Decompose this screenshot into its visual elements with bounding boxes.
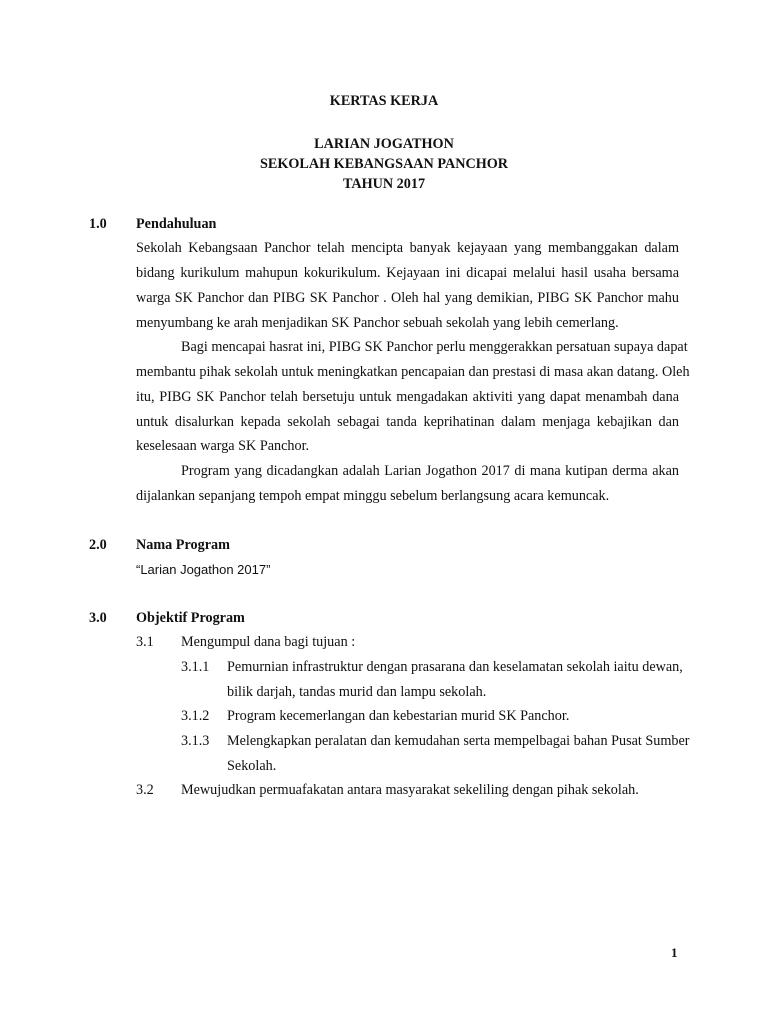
- intro-p1-line-3: warga SK Panchor dan PIBG SK Panchor . Oleh hal yang demikian, PIBG SK Panchor mahu: [136, 290, 679, 306]
- intro-p2-line-1: Bagi mencapai hasrat ini, PIBG SK Panchor perlu menggerakkan persatuan supaya dapat: [181, 339, 688, 355]
- item-3-1-1-line-2: bilik darjah, tandas murid dan lampu sekolah.: [227, 684, 487, 700]
- item-3-1-3-number: 3.1.3: [181, 733, 210, 749]
- subtitle-line-2: SEKOLAH KEBANGSAAN PANCHOR: [259, 156, 509, 172]
- subtitle-line-3: TAHUN 2017: [342, 176, 426, 192]
- item-3-1-2-number: 3.1.2: [181, 708, 210, 724]
- item-3-1-number: 3.1: [136, 634, 154, 650]
- item-3-2-number: 3.2: [136, 782, 154, 798]
- section-1-number: 1.0: [89, 216, 107, 232]
- document-title: KERTAS KERJA: [329, 93, 439, 109]
- subtitle-line-1: LARIAN JOGATHON: [314, 136, 454, 152]
- item-3-1-2-line-1: Program kecemerlangan dan kebestarian murid SK Panchor.: [227, 708, 570, 724]
- section-3-number: 3.0: [89, 610, 107, 626]
- intro-p3-line-2: dijalankan sepanjang tempoh empat minggu sebelum berlangsung acara kemuncak.: [136, 488, 610, 504]
- intro-p2-line-5: keselesaan warga SK Panchor.: [136, 438, 310, 454]
- intro-p1-line-2: bidang kurikulum mahupun kokurikulum. Kejayaan ini dicapai melalui hasil usaha bersama: [136, 265, 679, 281]
- item-3-1-1-line-1: Pemurnian infrastruktur dengan prasarana dan keselamatan sekolah iaitu dewan,: [227, 659, 683, 675]
- item-3-1-text: Mengumpul dana bagi tujuan :: [181, 634, 356, 650]
- item-3-1-3-line-1: Melengkapkan peralatan dan kemudahan serta mempelbagai bahan Pusat Sumber: [227, 733, 690, 749]
- section-1-heading: Pendahuluan: [136, 216, 217, 232]
- item-3-1-1-number: 3.1.1: [181, 659, 210, 675]
- section-2-number: 2.0: [89, 537, 107, 553]
- section-2-heading: Nama Program: [136, 537, 230, 553]
- intro-p1-line-4: menyumbang ke arah menjadikan SK Panchor sebuah sekolah yang lebih cemerlang.: [136, 315, 619, 331]
- intro-p2-line-4: untuk disalurkan kepada sekolah sebagai tanda keprihatinan dalam menjaga kebajikan dan: [136, 414, 679, 430]
- section-3-heading: Objektif Program: [136, 610, 245, 626]
- intro-p2-line-3: itu, PIBG SK Panchor telah bersetuju untuk mengadakan aktiviti yang dapat menambah dana: [136, 389, 679, 405]
- intro-p2-line-2: membantu pihak sekolah untuk meningkatkan pencapaian dan prestasi di masa akan datang. Oleh: [136, 364, 690, 380]
- program-name: “Larian Jogathon 2017”: [136, 562, 271, 577]
- intro-p1-line-1: Sekolah Kebangsaan Panchor telah mencipta banyak kejayaan yang membanggakan dalam: [136, 240, 679, 256]
- item-3-2-text: Mewujudkan permuafakatan antara masyarakat sekeliling dengan pihak sekolah.: [181, 782, 639, 798]
- item-3-1-3-line-2: Sekolah.: [227, 758, 277, 774]
- page-number: 1: [671, 945, 678, 960]
- intro-p3-line-1: Program yang dicadangkan adalah Larian Jogathon 2017 di mana kutipan derma akan: [181, 463, 679, 479]
